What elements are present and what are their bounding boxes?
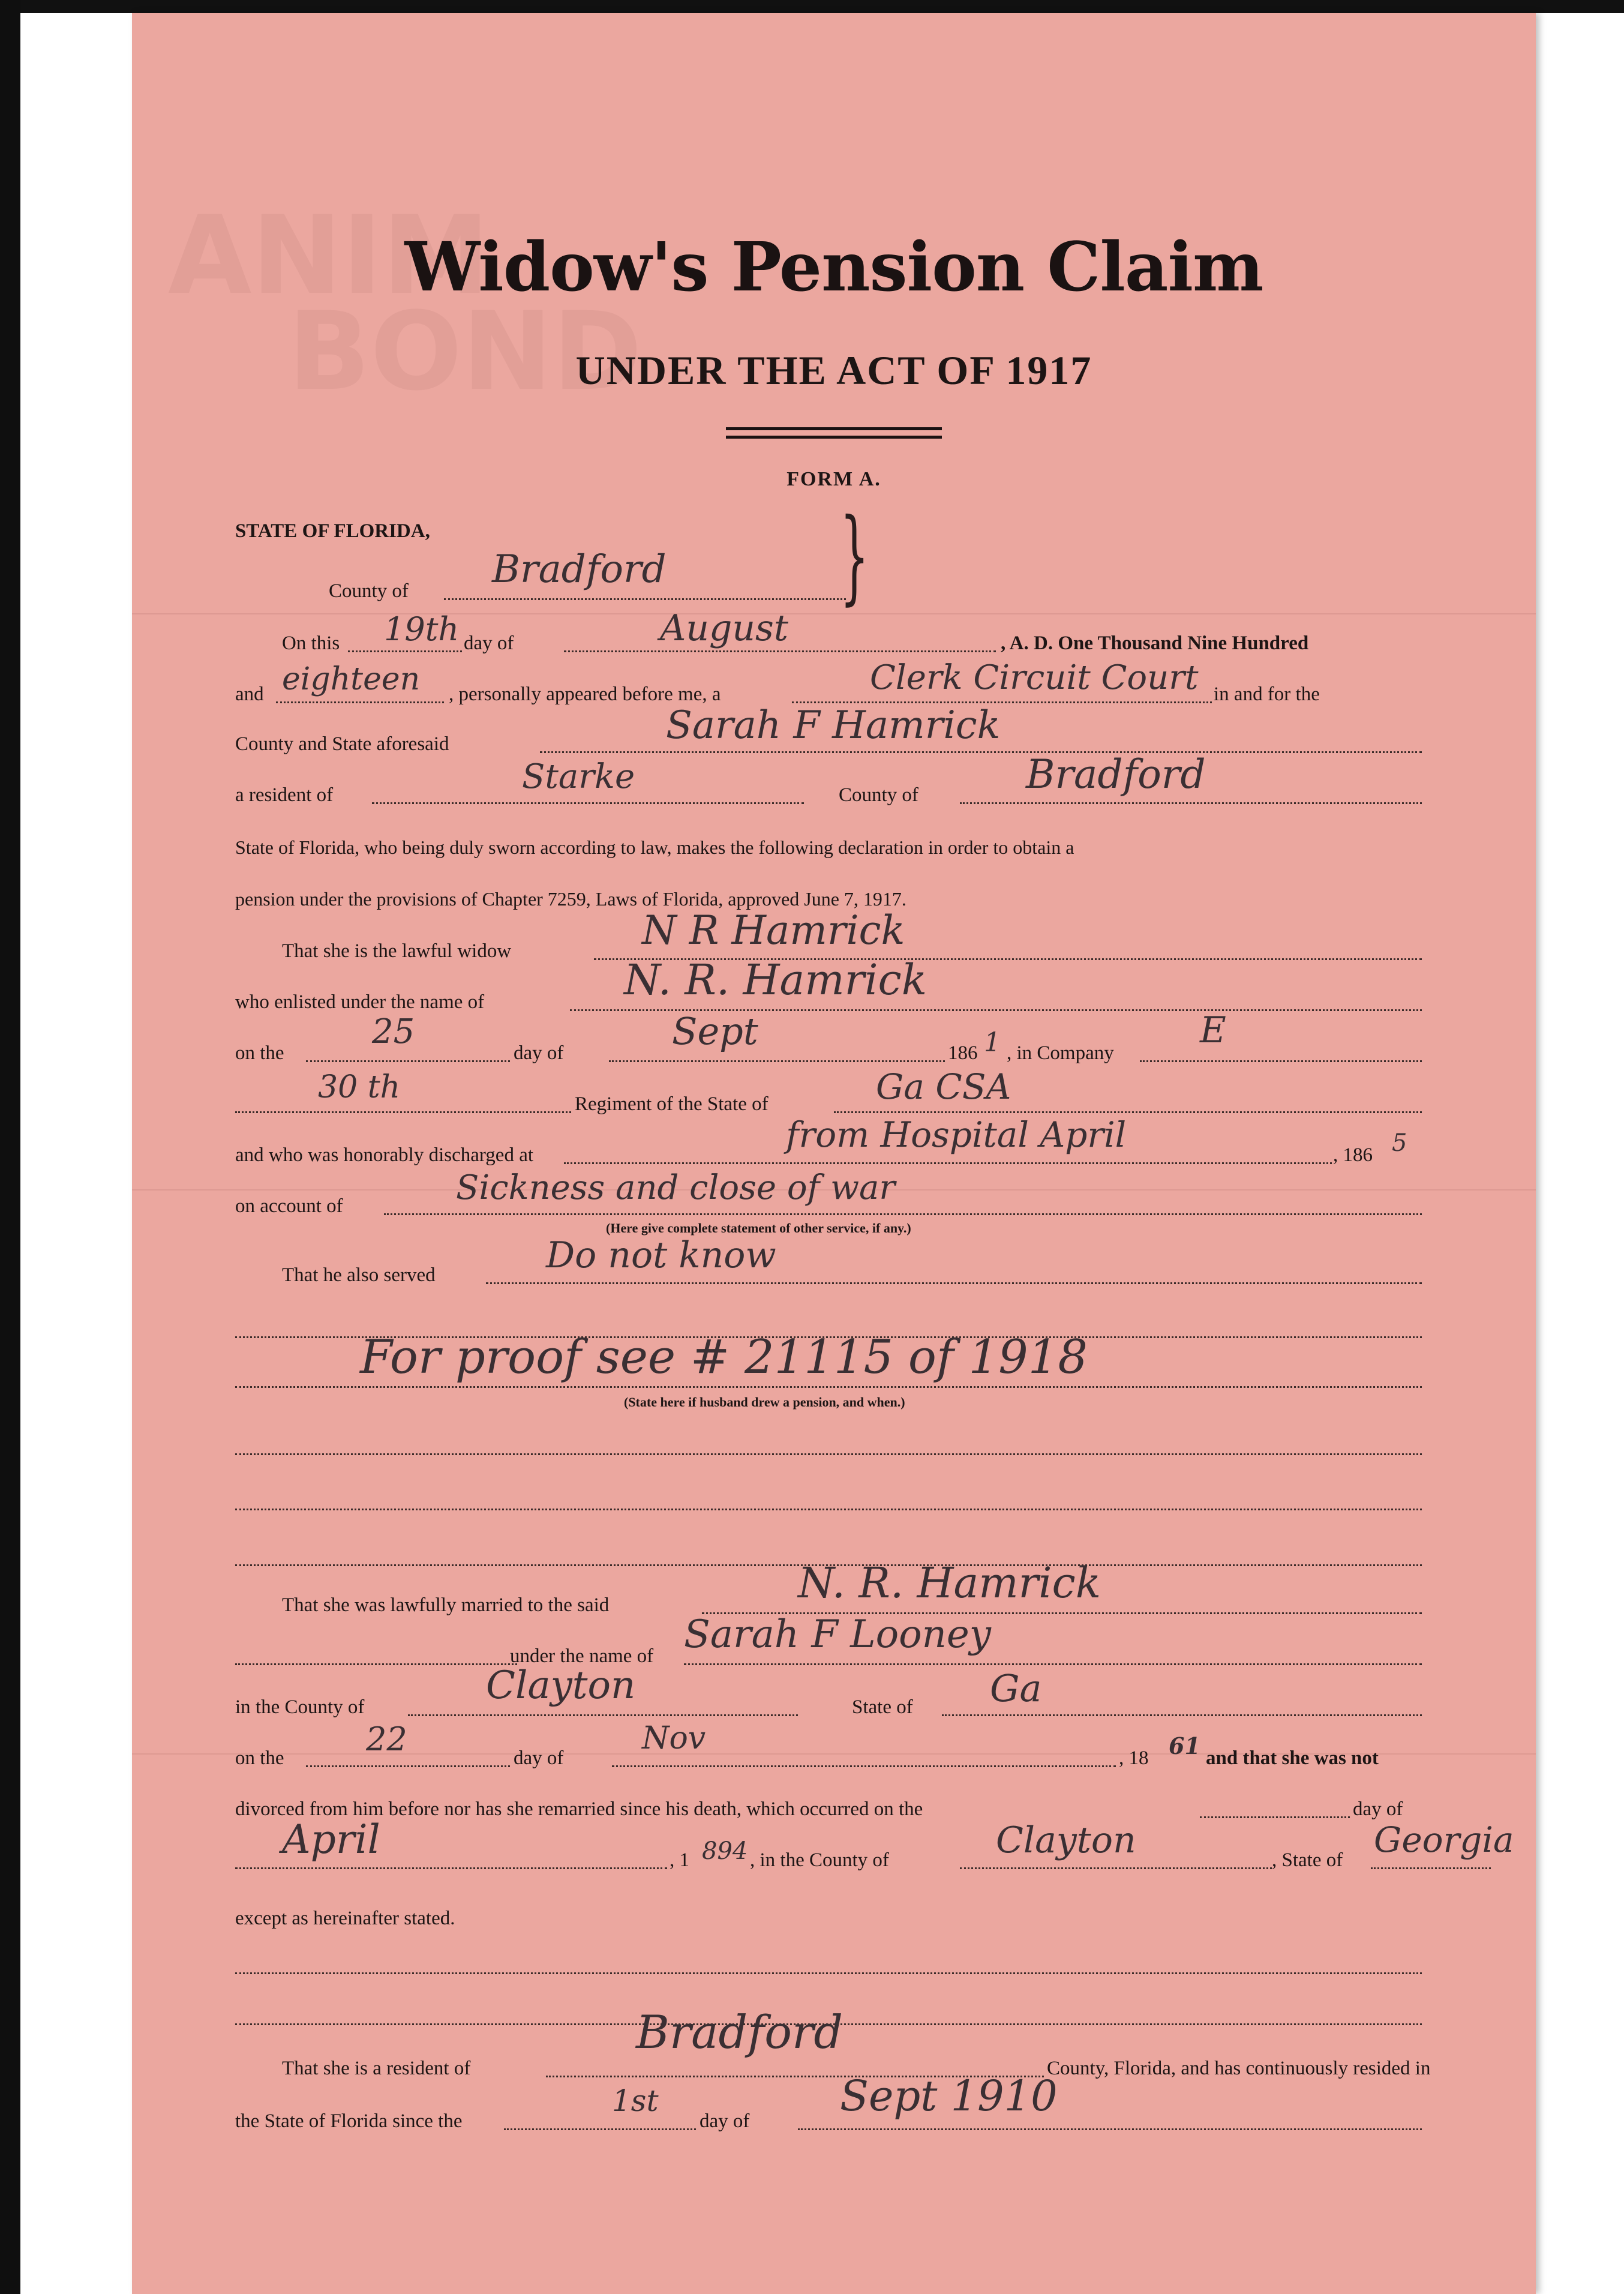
death-month-line bbox=[235, 1867, 667, 1869]
discharge-year-value: 5 bbox=[1392, 1129, 1407, 1157]
marriage-county-value: Clayton bbox=[486, 1663, 636, 1708]
account-label: on account of bbox=[235, 1195, 343, 1217]
discharged-line bbox=[564, 1162, 1332, 1164]
regiment-state-value: Ga CSA bbox=[876, 1066, 1011, 1107]
resident-value: Starke bbox=[522, 757, 635, 796]
discharged-value: from Hospital April bbox=[786, 1114, 1127, 1155]
paper-fold bbox=[132, 613, 1536, 614]
fl-resident-label: That she is a resident of bbox=[282, 2058, 471, 2079]
day-line bbox=[348, 650, 462, 652]
under-name-blank bbox=[235, 1663, 517, 1665]
married-label: That she was lawfully married to the said bbox=[282, 1594, 610, 1616]
death-state-value: Georgia bbox=[1374, 1819, 1514, 1860]
county-label: County of bbox=[329, 580, 409, 602]
bracket: } bbox=[840, 497, 869, 616]
since-day-line bbox=[504, 2128, 696, 2130]
on-the-label: on the bbox=[235, 1042, 284, 1064]
enlist-month-value: Sept bbox=[672, 1009, 758, 1053]
appeared-label: , personally appeared before me, a bbox=[449, 683, 721, 705]
regiment-of-label: Regiment of the State of bbox=[575, 1093, 769, 1115]
proof-value: For proof see # 21115 of 1918 bbox=[360, 1330, 1088, 1384]
enlisted-value: N. R. Hamrick bbox=[624, 955, 927, 1004]
death-month-value: April bbox=[282, 1816, 380, 1863]
in-and-for-label: in and for the bbox=[1214, 683, 1320, 705]
ad-text: , A. D. One Thousand Nine Hundred bbox=[1001, 632, 1309, 654]
year-18-label: , 18 bbox=[1119, 1747, 1149, 1769]
marriage-month-value: Nov bbox=[642, 1720, 706, 1756]
resident-of-label: a resident of bbox=[235, 784, 334, 806]
marriage-day-value: 22 bbox=[366, 1720, 407, 1758]
county-of-label: County of bbox=[839, 784, 918, 806]
state-of-label: State of bbox=[852, 1696, 913, 1718]
resident-county-line bbox=[960, 802, 1422, 804]
bleed-through-watermark: ANIM bbox=[168, 193, 490, 319]
m-on-the-label: on the bbox=[235, 1747, 284, 1769]
death-state-label: , State of bbox=[1272, 1849, 1343, 1871]
and-label: and bbox=[235, 683, 264, 705]
death-state-line bbox=[1371, 1867, 1491, 1869]
claimant-line bbox=[540, 751, 1422, 753]
marriage-month-line bbox=[612, 1765, 1116, 1767]
month-line bbox=[564, 650, 996, 652]
form-label: FORM A. bbox=[787, 468, 881, 490]
death-county-label: , in the County of bbox=[750, 1849, 889, 1871]
service-note: (Here give complete statement of other service, if any.) bbox=[606, 1221, 911, 1236]
maiden-value: Sarah F Looney bbox=[684, 1612, 991, 1657]
also-served-label: That he also served bbox=[282, 1264, 436, 1286]
divorced-line: divorced from him before nor has she remarried since his death, which occurred on the bbox=[235, 1798, 923, 1820]
company-label: , in Company bbox=[1007, 1042, 1114, 1064]
since-the-label: the State of Florida since the bbox=[235, 2110, 463, 2132]
regiment-value: 30 th bbox=[318, 1069, 401, 1105]
blank-line-3 bbox=[235, 1453, 1422, 1455]
under-name-label: under the name of bbox=[510, 1645, 654, 1667]
death-county-value: Clayton bbox=[996, 1819, 1136, 1861]
year-line bbox=[276, 701, 444, 703]
not-divorced-label: and that she was not bbox=[1206, 1747, 1379, 1769]
pension-note: (State here if husband drew a pension, and when.) bbox=[624, 1395, 905, 1410]
since-value: Sept 1910 bbox=[840, 2071, 1058, 2121]
enlist-day-of-label: day of bbox=[514, 1042, 564, 1064]
in-county-label: in the County of bbox=[235, 1696, 365, 1718]
declaration-line-1: State of Florida, who being duly sworn according to law, makes the following declaration in order to obtain a bbox=[235, 836, 1074, 858]
also-served-value: Do not know bbox=[546, 1234, 776, 1276]
death-county-line bbox=[960, 1867, 1272, 1869]
scan-border-top bbox=[0, 0, 1624, 13]
death-day-of-label: day of bbox=[1353, 1798, 1403, 1820]
resident-line bbox=[372, 802, 804, 804]
enlist-month-line bbox=[609, 1060, 945, 1062]
marriage-state-value: Ga bbox=[990, 1666, 1042, 1710]
regiment-line bbox=[235, 1111, 571, 1113]
day-value: 19th bbox=[384, 610, 460, 648]
scan-border-left bbox=[0, 0, 20, 2294]
since-line bbox=[798, 2128, 1422, 2130]
death-year-label: , 1 bbox=[670, 1849, 689, 1871]
continuously-label: County, Florida, and has continuously resided in bbox=[1047, 2058, 1431, 2079]
declaration-line-2: pension under the provisions of Chapter 7259, Laws of Florida, approved June 7, 1917. bbox=[235, 888, 906, 910]
on-this-label: On this bbox=[282, 632, 340, 654]
county-line bbox=[444, 598, 846, 600]
enlist-year-value: 1 bbox=[984, 1027, 1001, 1058]
company-line bbox=[1140, 1060, 1422, 1062]
also-served-line bbox=[486, 1282, 1422, 1284]
m-day-of-label: day of bbox=[514, 1747, 564, 1769]
maiden-line bbox=[684, 1663, 1422, 1665]
bleed-through-watermark-2: BOND bbox=[288, 289, 643, 415]
state-header: STATE OF FLORIDA, bbox=[235, 520, 430, 542]
enlist-day-line bbox=[306, 1060, 510, 1062]
day-of-label: day of bbox=[464, 632, 514, 654]
since-day-of-label: day of bbox=[700, 2110, 750, 2132]
title-rule bbox=[726, 427, 942, 430]
discharged-label: and who was honorably discharged at bbox=[235, 1144, 534, 1166]
marriage-county-line bbox=[408, 1714, 798, 1716]
marriage-day-line bbox=[306, 1765, 510, 1767]
discharge-year-label: , 186 bbox=[1333, 1144, 1373, 1166]
county-value: Bradford bbox=[492, 547, 667, 592]
married-value: N. R. Hamrick bbox=[798, 1558, 1101, 1608]
year-186-label: 186 bbox=[948, 1042, 978, 1064]
account-line bbox=[384, 1213, 1422, 1215]
company-value: E bbox=[1200, 1009, 1226, 1051]
since-day-value: 1st bbox=[612, 2083, 659, 2118]
form-title: Widow's Pension Claim bbox=[404, 228, 1263, 307]
regiment-state-line bbox=[834, 1111, 1422, 1113]
fl-county-value: Bradford bbox=[636, 2005, 843, 2059]
marriage-year-value: 61 bbox=[1169, 1732, 1200, 1759]
claimant-value: Sarah F Hamrick bbox=[666, 703, 1001, 748]
account-value: Sickness and close of war bbox=[456, 1168, 896, 1207]
month-value: August bbox=[660, 607, 788, 649]
death-day-line bbox=[1200, 1816, 1350, 1818]
resident-county-value: Bradford bbox=[1026, 751, 1206, 797]
marriage-state-line bbox=[942, 1714, 1422, 1716]
blank-line-6 bbox=[235, 1972, 1422, 1974]
county-state-label: County and State aforesaid bbox=[235, 733, 449, 755]
blank-line-2 bbox=[235, 1386, 1422, 1388]
widow-label: That she is the lawful widow bbox=[282, 940, 512, 962]
blank-line-4 bbox=[235, 1509, 1422, 1510]
year-value: eighteen bbox=[282, 661, 421, 697]
enlisted-label: who enlisted under the name of bbox=[235, 991, 485, 1013]
pension-form-page bbox=[132, 13, 1536, 2294]
enlist-day-value: 25 bbox=[372, 1012, 415, 1051]
title-rule-2 bbox=[726, 436, 942, 439]
form-subtitle: UNDER THE ACT OF 1917 bbox=[575, 347, 1092, 393]
widow-value: N R Hamrick bbox=[642, 907, 905, 953]
officer-value: Clerk Circuit Court bbox=[870, 658, 1199, 697]
except-label: except as hereinafter stated. bbox=[235, 1908, 455, 1929]
death-year-value: 894 bbox=[702, 1837, 748, 1865]
